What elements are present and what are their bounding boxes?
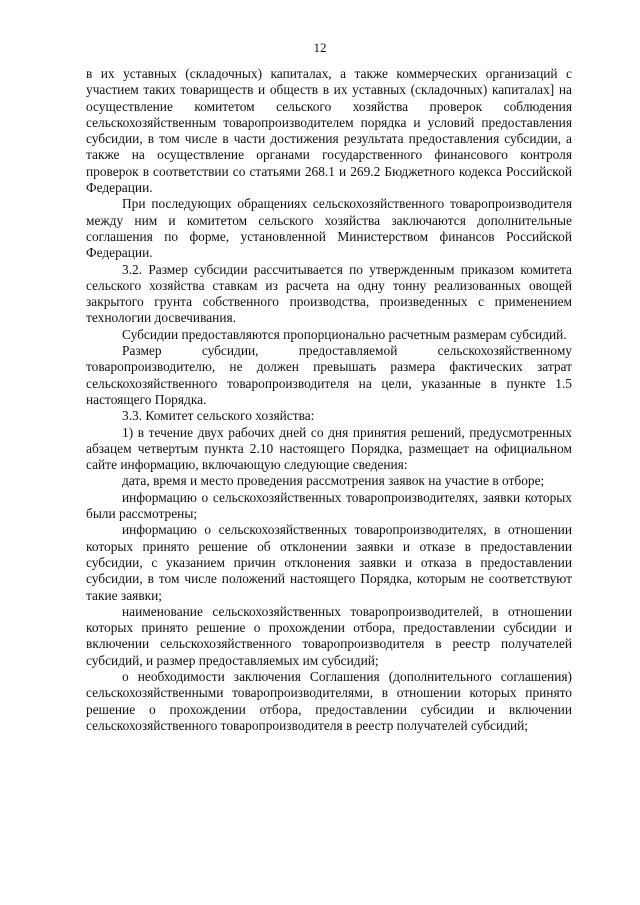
paragraph-info-rejected: информацию о сельскохозяйственных товаропроизводителях, в отношении которых принято решение об отклонении заявки и отказе в предоставлении субсидии, с указанием причин отклонения заявки и отказа в предоставлении субсидии, в том числе положений настоящего Порядка, которым не соответствуют такие заявки; bbox=[86, 522, 572, 603]
document-body bbox=[86, 66, 572, 734]
paragraph-3-3: 3.3. Комитет сельского хозяйства: bbox=[122, 408, 315, 424]
paragraph-date-time: дата, время и место проведения рассмотрения заявок на участие в отборе; bbox=[122, 473, 545, 489]
paragraph-4: Субсидии предоставляются пропорционально расчетным размерам субсидий. bbox=[122, 326, 567, 342]
paragraph-1: в их уставных (складочных) капиталах, а также коммерческих организаций с участием таких товариществ и обществ в их уставных (складочных) капиталах] на осуществление комитетом сельского хозяйства проверок соблюдения сельскохозяйственным товаропроизводителем порядка и условий предоставления субсидии, в том числе в части достижения результата предоставления субсидии, а также на осуществление органами государственного финансового контроля проверок в соответствии со статьями 268.1 и 269.2 Бюджетного кодекса Российской Федерации. bbox=[86, 66, 572, 196]
paragraph-item-1: 1) в течение двух рабочих дней со дня принятия решений, предусмотренных абзацем четвертым пункта 2.10 настоящего Порядка, размещает на официальном сайте информацию, включающую следующие сведения: bbox=[86, 424, 572, 473]
paragraph-names-approved: наименование сельскохозяйственных товаропроизводителей, в отношении которых принято решение о прохождении отбора, предоставлении субсидии и включении сельскохозяйственного товаропроизводителя в реестр получателей субсидий, и размер предоставляемых им субсидий; bbox=[86, 603, 572, 668]
paragraph-info-reviewed: информацию о сельскохозяйственных товаропроизводителях, заявки которых были рассмотрены; bbox=[86, 489, 572, 522]
paragraph-2: При последующих обращениях сельскохозяйственного товаропроизводителя между ним и комитетом сельского хозяйства заключаются дополнительные соглашения по форме, установленной Министерством финансов Российской Федерации. bbox=[86, 196, 572, 261]
page-number: 12 bbox=[313, 40, 327, 55]
paragraph-agreement: о необходимости заключения Соглашения (дополнительного соглашения) сельскохозяйственными товаропроизводителями, в отношении которых принято решение о прохождении отбора, предоставлении субсидии и включении сельскохозяйственного товаропроизводителя в реестр получателей субсидий; bbox=[86, 668, 572, 733]
paragraph-3-2: 3.2. Размер субсидии рассчитывается по утвержденным приказом комитета сельского хозяйства ставкам из расчета на одну тонну реализованных овощей закрытого грунта собственного производства, произведенных с применением технологии досвечивания. bbox=[86, 261, 572, 326]
paragraph-5: Размер субсидии, предоставляемой сельскохозяйственному товаропроизводителю, не должен превышать размера фактических затрат сельскохозяйственного товаропроизводителя на цели, указанные в пункте 1.5 настоящего Порядка. bbox=[86, 343, 572, 407]
